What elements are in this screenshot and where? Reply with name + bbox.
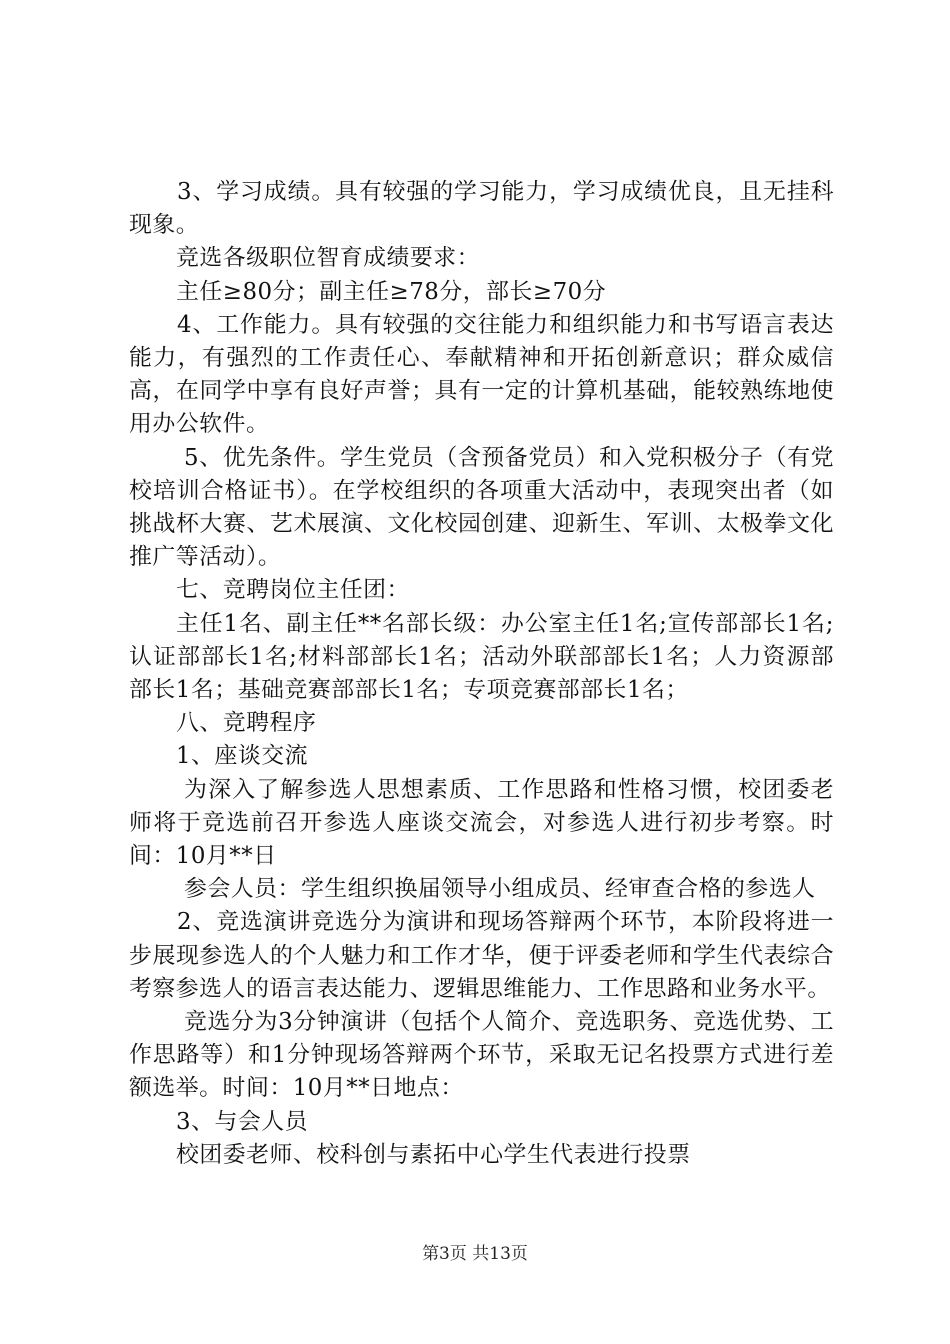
paragraph-1: 3、学习成绩。具有较强的学习能力，学习成绩优良，且无挂科现象。	[129, 179, 834, 239]
paragraph-12: 2、竞选演讲竞选分为演讲和现场答辩两个环节，本阶段将进一步展现参选人的个人魅力和工作才华，便于评委老师和学生代表综合考察参选人的语言表达能力、逻辑思维能力、工作思路和业务水平。	[129, 909, 834, 1002]
document-body	[129, 176, 834, 1172]
page-footer: 第3页 共13页	[422, 1244, 528, 1264]
paragraph-5: 5、优先条件。学生党员（含预备党员）和入党积极分子（有党校培训合格证书）。在学校组织的各项重大活动中，表现突出者（如挑战杯大赛、艺术展演、文化校园创建、迎新生、军训、太极拳文化推广等活动）。	[129, 444, 834, 571]
paragraph-9: 1、座谈交流	[176, 743, 309, 770]
paragraph-8: 八、竞聘程序	[176, 710, 317, 737]
paragraph-14: 3、与会人员	[176, 1108, 309, 1135]
paragraph-3: 主任≥80分；副主任≥78分，部长≥70分	[176, 278, 607, 305]
paragraph-11: 参会人员：学生组织换届领导小组成员、经审查合格的参选人	[184, 876, 816, 903]
paragraph-15: 校团委老师、校科创与素拓中心学生代表进行投票	[176, 1141, 691, 1168]
paragraph-13: 竞选分为3分钟演讲（包括个人简介、竞选职务、竞选优势、工作思路等）和1分钟现场答辩两个环节，采取无记名投票方式进行差额选举。时间：10月**日地点：	[129, 1009, 834, 1102]
paragraph-7: 主任1名、副主任**名部长级：办公室主任1名;宣传部部长1名;认证部部长1名;材料部部长1名；活动外联部部长1名；人力资源部部长1名；基础竞赛部部长1名；专项竞赛部部长1名；	[129, 610, 834, 704]
paragraph-6: 七、竞聘岗位主任团：	[176, 577, 410, 604]
paragraph-4: 4、工作能力。具有较强的交往能力和组织能力和书写语言表达能力，有强烈的工作责任心、奉献精神和开拓创新意识；群众威信高，在同学中享有良好声誉；具有一定的计算机基础，能较熟练地使用办公软件。	[129, 311, 834, 438]
paragraph-2: 竞选各级职位智育成绩要求：	[176, 245, 481, 272]
paragraph-10: 为深入了解参选人思想素质、工作思路和性格习惯，校团委老师将于竞选前召开参选人座谈交流会，对参选人进行初步考察。时间：10月**日	[129, 776, 834, 870]
